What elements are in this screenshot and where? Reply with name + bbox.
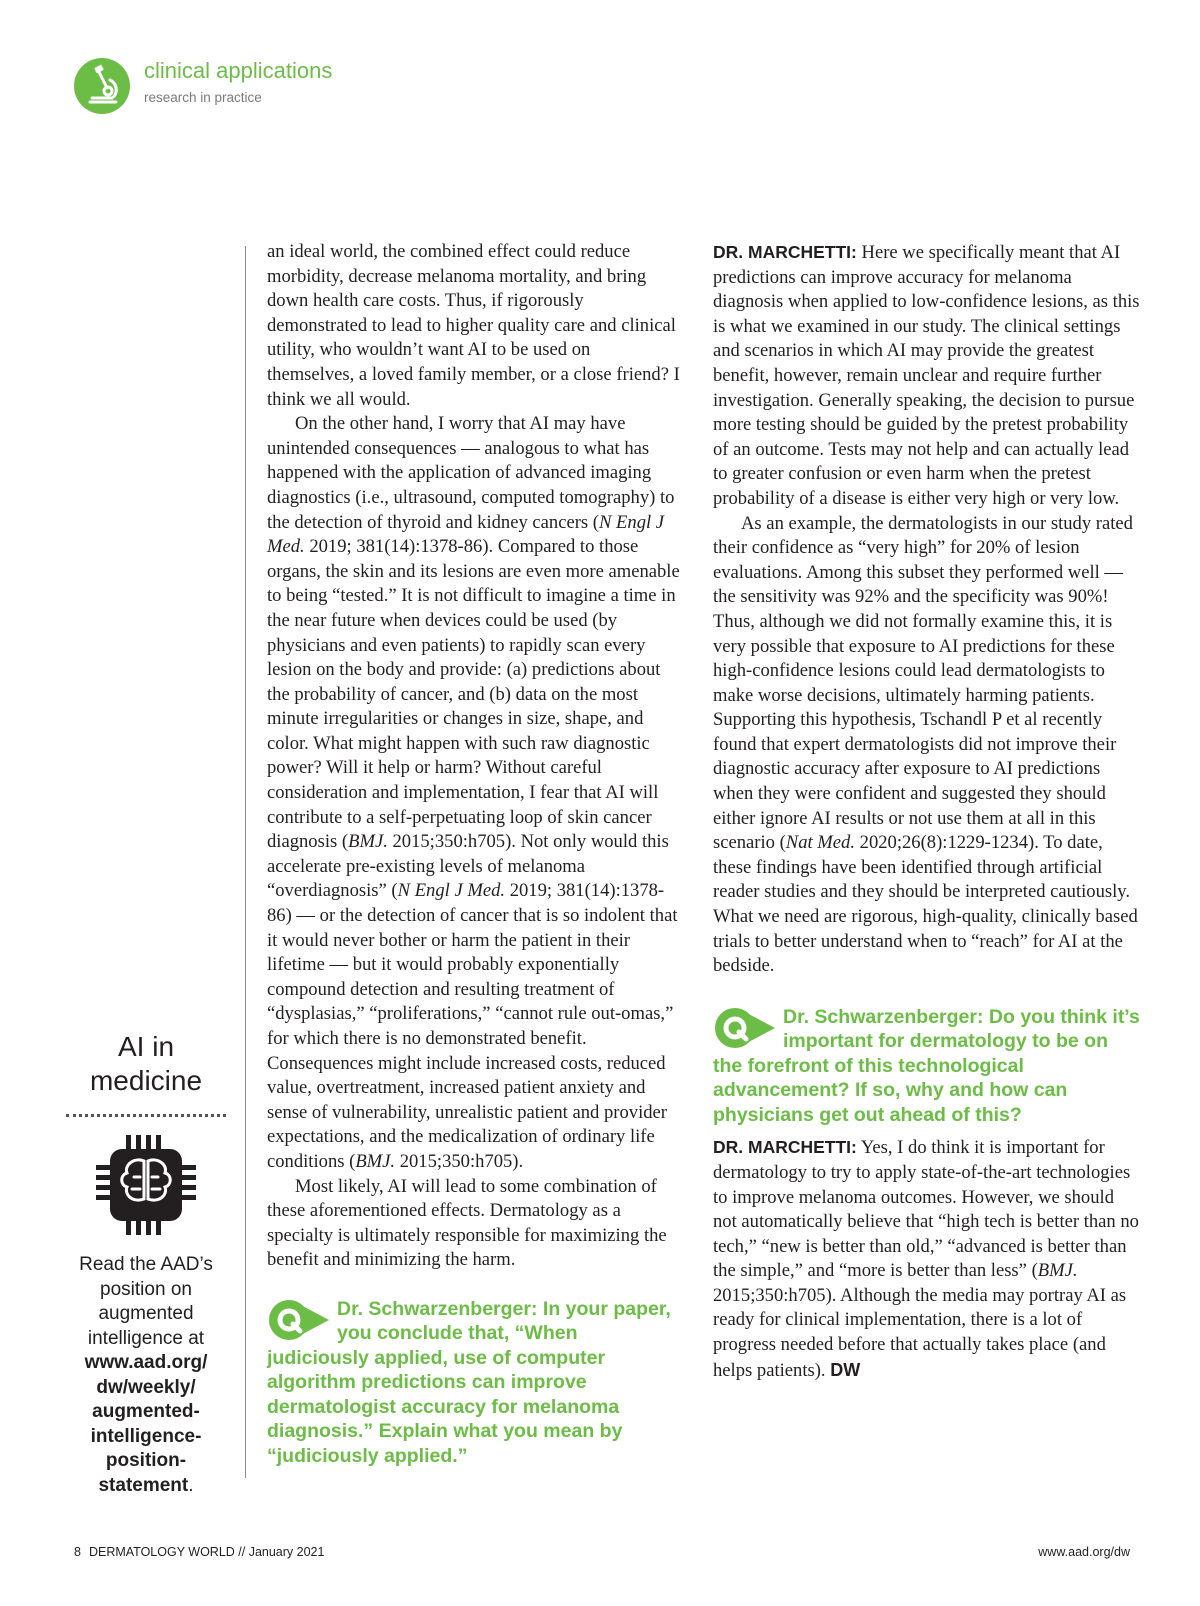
paragraph: On the other hand, I worry that AI may have unintended consequences — analogous to what has happened with the application of advanced imaging diagnostics (i.e., ultrasound, computed tomography) to the detection of thyroid and kidney cancers (N Engl J Med. 2019; 381(14):1378-86). Compared to those organs, the skin and its lesions are even more amenable to being “tested.” It is not difficult to imagine a time in the near future when devices could be used (by physicians and even patients) to rapidly scan every lesion on the body and provide: (a) predictions about the probability of cancer, and (b) data on the most minute irregularities or changes in size, shape, and color. What might happen with such raw diagnostic power? Will it help or harm? Without careful consideration and implementation, I fear that AI will contribute to a self-perpetuating loop of skin cancer diagnosis (BMJ. 2015;350:h705). Not only would this accelerate pre-existing levels of melanoma “overdiagnosis” (N Engl J Med. 2019; 381(14):1378-86) — or the detection of cancer that is so indolent that it would never bother or harm the patient in their lifetime — but it would probably exponentially compound detection and resulting treatment of “dysplasias,” “proliferations,” “cannot rule out-omas,” for which there is no demonstrated benefit. Consequences might include increased costs, reduced value, overtreatment, increased patient anxiety and sense of vulnerability, unrealistic patient and provider expectations, and the medicalization of ordinary life conditions (BMJ. 2015;350:h705). [267, 413, 680, 1172]
dw-signoff: DW [830, 1359, 861, 1380]
speaker-label: DR. MARCHETTI: [713, 1137, 857, 1158]
position-statement-link[interactable]: www.aad.org/ dw/weekly/ augmented- intelligence- position- statement. [84, 1352, 208, 1496]
paragraph: DR. MARCHETTI: Yes, I do think it is important for dermatology to try to apply state-of-the-art technologies to improve melanoma outcomes. However, we should not automatically believe that “high tech is better than no tech,” “new is better than old,” “advanced is better than the simple,” and “more is better than less” (BMJ. 2015;350:h705). Although the media may portray AI as ready for clinical implementation, there is a lot of progress needed before that actually takes place (and helps patients). DW [713, 1137, 1139, 1381]
paragraph: As an example, the dermatologists in our study rated their confidence as “very high” for 20% of lesion evaluations. Among this subset they performed well — the sensitivity was 92% and the specificity was 90%! Thus, although we did not formally examine this, it is very possible that exposure to AI predictions for these high-confidence lesions could lead dermatologists to make worse decisions, ultimately harming patients. Supporting this hypothesis, Tschandl P et al recently found that expert dermatologists did not improve their diagnostic accuracy after exposure to AI predictions when they were confident and suggested they should either ignore AI results or not use them at all in this scenario (Nat Med. 2020;26(8):1229-1234). To date, these findings have been identified through artificial reader studies and they should be interpreted cautiously. What we need are rigorous, high-quality, clinically based trials to better understand when to “reach” for AI at the bedside. [713, 512, 1138, 977]
page-number: 8 [74, 1545, 81, 1559]
footer-url[interactable]: www.aad.org/dw [1038, 1545, 1130, 1559]
sidebar-text: Read the AAD’s position on augmented intelligence at www.aad.org/ dw/weekly/ augmented- intelligence- position- statement. [62, 1253, 230, 1498]
paragraph: DR. MARCHETTI: Here we specifically meant that AI predictions can improve accuracy for melanoma diagnosis when applied to low-confidence lesions, as this is what we examined in our study. The clinical settings and scenarios in which AI may provide the greatest benefit, however, remain unclear and require further investigation. Generally speaking, the decision to pursue more testing should be guided by the pretest probability of an outcome. Tests may not help and can actually lead to greater confusion or even harm when the pretest probability of a disease is either very high or very low. [713, 242, 1140, 509]
speaker-label: DR. MARCHETTI: [713, 242, 857, 262]
page-footer-left [74, 1545, 324, 1559]
sidebar-title: AI in medicine [89, 1031, 203, 1096]
interview-question [267, 1297, 680, 1469]
chip-brain-icon [92, 1131, 200, 1239]
question-text: Do you think it’s important for dermatology to be on the forefront of this technological advancement? If so, why and how can physicians get out ahead of this? [713, 1005, 1140, 1126]
section-title: clinical applications [144, 58, 333, 83]
microscope-icon [74, 58, 130, 114]
paragraph: Most likely, AI will lead to some combination of these aforementioned effects. Dermatology as a specialty is ultimately responsible for maximizing the benefit and minimizing the harm. [267, 1175, 667, 1271]
question-speaker: Dr. Schwarzenberger: [337, 1297, 538, 1320]
question-q-icon [267, 1299, 331, 1341]
paragraph: an ideal world, the combined effect could reduce morbidity, decrease melanoma mortality, and bring down health care costs. Thus, if rigorously demonstrated to lead to higher quality care and clinical utility, who wouldn’t want AI to be used on themselves, a loved family member, or a close friend? I think we all would. [267, 241, 680, 410]
question-text: In your paper, you conclude that, “When judiciously applied, use of computer algorithm predictions can improve dermatologist accuracy for melanoma diagnosis.” Explain what you mean by “judiciously applied.” [267, 1297, 671, 1467]
section-subtitle: research in practice [144, 90, 262, 105]
interview-question [713, 1005, 1140, 1128]
dotted-divider [66, 1114, 226, 1117]
sidebar-callout [62, 1030, 230, 1498]
publication-name: DERMATOLOGY WORLD // January 2021 [88, 1545, 325, 1559]
question-q-icon [713, 1007, 777, 1049]
question-speaker: Dr. Schwarzenberger: [783, 1005, 984, 1028]
column-divider [245, 246, 246, 1478]
article-column-left [267, 240, 680, 1468]
article-column-right [713, 240, 1140, 1383]
